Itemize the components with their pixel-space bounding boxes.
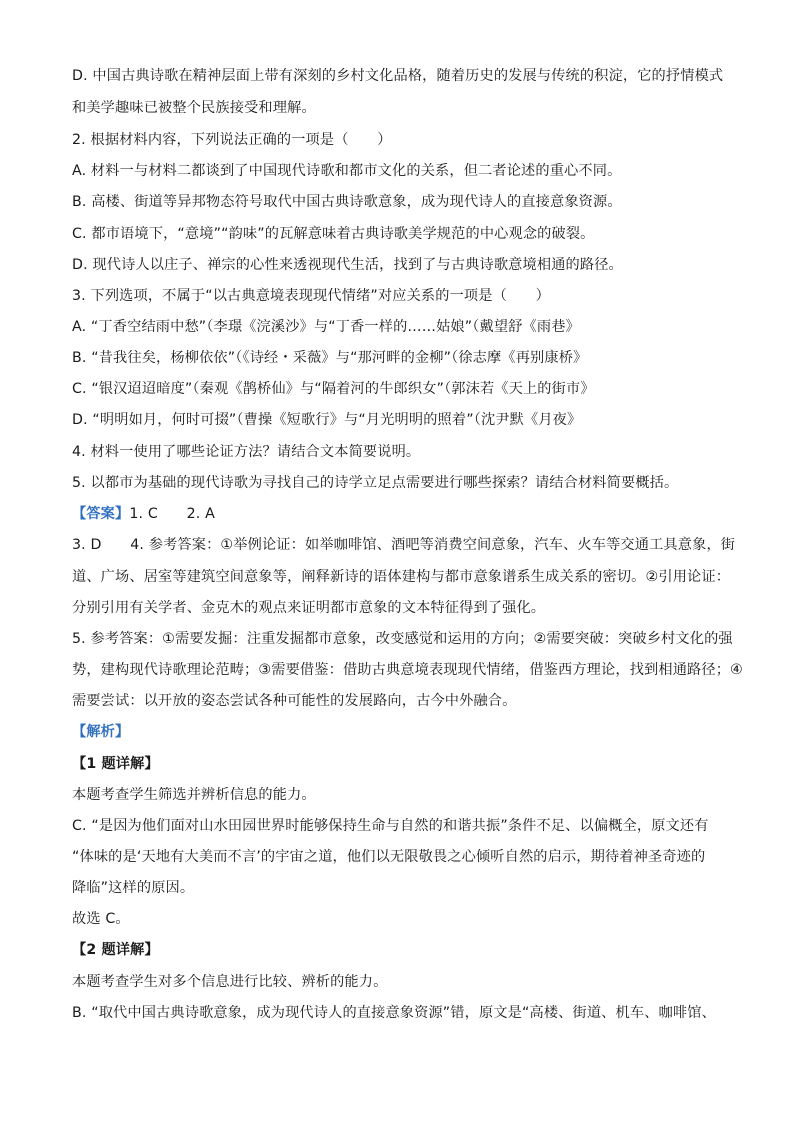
q2-option-a: A. 材料一与材料二都谈到了中国现代诗歌和都市文化的关系，但二者论述的重心不同。 [72,163,622,179]
question-5: 5. 以都市为基础的现代诗歌为寻找自己的诗学立足点需要进行哪些探索？请结合材料简要概括。 [72,475,679,491]
detail-2-line1: 本题考查学生对多个信息进行比较、辨析的能力。 [72,974,388,990]
answer-line7: 需要尝试：以开放的姿态尝试各种可能性的发展路向，古今中外融合。 [72,693,517,709]
detail-1-line1: 本题考查学生筛选并辨析信息的能力。 [72,787,316,803]
option-d-line2: 和美学趣味已被整个民族接受和理解。 [72,100,316,116]
q3-option-c: C. “银汉迢迢暗度”（秦观《鹊桥仙》与“隔着河的牛郎织女”（郭沫若《天上的街市》 [72,381,595,397]
q2-option-c: C. 都市语境下，“意境”“韵味”的瓦解意味着古典诗歌美学规范的中心观念的破裂。 [72,226,595,242]
answer-line1 [72,504,732,524]
q2-option-d: D. 现代诗人以庄子、禅宗的心性来透视现代生活，找到了与古典诗歌意境相通的路径。 [72,257,623,273]
detail-1-line3: “体味的是‘天地有大美而不言’的宇宙之道，他们以无限敬畏之心倾听自然的启示，期待着神圣奇迹的 [72,849,706,865]
detail-1-line5: 故选 C。 [72,911,130,927]
answer-line6: 势，建构现代诗歌理论范畴；③需要借鉴：借助古典意境表现现代情绪，借鉴西方理论，找到相通路径；④ [72,662,743,678]
answer-line5: 5. 参考答案：①需要发掘：注重发掘都市意象，改变感觉和运用的方向；②需要突破：突破乡村文化的强 [72,631,733,647]
question-2: 2. 根据材料内容，下列说法正确的一项是（ ） [72,132,392,148]
answer-line4: 分别引用有关学者、金克木的观点来证明都市意象的文本特征得到了强化。 [72,600,546,616]
detail-1-line4: 降临”这样的原因。 [72,880,195,896]
answer-values-1-2: 1. C 2. A [129,506,215,522]
analysis-tag: 【解析】 [72,724,130,740]
answer-line3: 道、广场、居室等建筑空间意象等，阐释新诗的语体建构与都市意象谱系生成关系的密切。②引用论证： [72,569,731,585]
detail-1-heading: 【1 题详解】 [72,756,159,772]
option-d-line1: D. 中国古典诗歌在精神层面上带有深刻的乡村文化品格，随着历史的发展与传统的积淀，它的抒情模式 [72,68,724,84]
q2-option-b: B. 高楼、街道等异邦物态符号取代中国古典诗歌意象，成为现代诗人的直接意象资源。 [72,194,622,210]
q3-option-d: D. “明明如月，何时可掇”（曹操《短歌行》与“月光明明的照着”（沈尹默《月夜》 [72,412,582,428]
q3-option-b: B. “昔我往矣，杨柳依依”（《诗经・采薇》与“那河畔的金柳”（徐志摩《再别康桥》 [72,350,588,366]
question-4: 4. 材料一使用了哪些论证方法？请结合文本简要说明。 [72,444,421,460]
detail-1-line2: C. “是因为他们面对山水田园世界时能够保持生命与自然的和谐共振”条件不足、以偏概全，原文还有 [72,818,709,834]
answer-tag: 【答案】 [72,506,130,522]
q3-option-a: A. “丁香空结雨中愁”（李璟《浣溪沙》与“丁香一样的……姑娘”（戴望舒《雨巷》 [72,319,580,335]
detail-2-line2: B. “取代中国古典诗歌意象，成为现代诗人的直接意象资源”错，原文是“高楼、街道、机车、咖啡馆、 [72,1005,716,1021]
answer-line2: 3. D 4. 参考答案：①举例论证：如举咖啡馆、酒吧等消费空间意象，汽车、火车等交通工具意象，街 [72,537,736,553]
question-3: 3. 下列选项，不属于“以古典意境表现现代情绪”对应关系的一项是（ ） [72,288,550,304]
detail-2-heading: 【2 题详解】 [72,942,159,958]
